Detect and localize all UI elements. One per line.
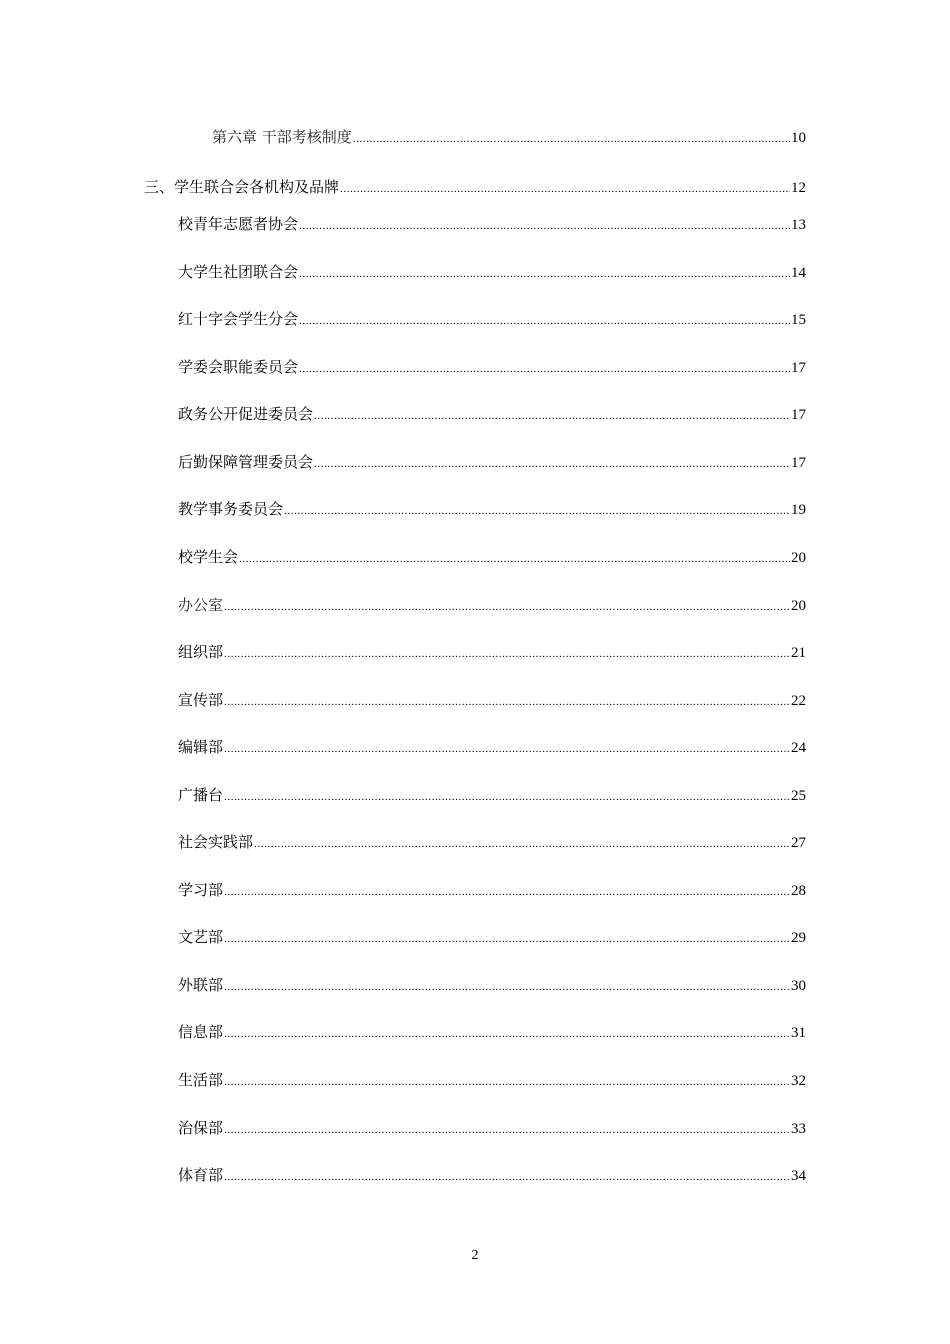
toc-dot-leader [314, 453, 790, 475]
toc-entry-title: 编辑部 [178, 738, 224, 756]
toc-dot-leader [299, 263, 790, 285]
toc-entry-page: 34 [791, 1168, 806, 1184]
toc-dot-leader [254, 833, 790, 855]
toc-dot-leader [224, 691, 790, 713]
toc-entry-page: 31 [791, 1025, 806, 1041]
toc-entry-red-cross-student-branch[interactable] [178, 308, 806, 330]
toc-entry-page: 14 [791, 265, 806, 281]
toc-entry-title: 社会实践部 [178, 833, 254, 851]
toc-entry-page: 19 [791, 502, 806, 518]
toc-entry-title: 广播台 [178, 786, 224, 804]
toc-entry-title: 生活部 [178, 1071, 224, 1089]
toc-entry-page: 33 [791, 1121, 806, 1137]
toc-dot-leader [224, 1023, 790, 1045]
toc-entry-title: 校青年志愿者协会 [178, 215, 299, 233]
toc-dot-leader [340, 178, 790, 200]
toc-entry-title: 政务公开促进委员会 [178, 405, 314, 423]
toc-dot-leader [299, 358, 790, 380]
toc-entry-page: 15 [791, 312, 806, 328]
toc-entry-title: 后勤保障管理委员会 [178, 453, 314, 471]
toc-dot-leader [353, 128, 790, 150]
toc-dot-leader [224, 643, 790, 665]
toc-entry-title: 宣传部 [178, 691, 224, 709]
toc-entry-social-practice-dept[interactable] [178, 831, 806, 853]
toc-entry-chapter-6[interactable] [212, 126, 806, 148]
toc-entry-title: 教学事务委员会 [178, 500, 284, 518]
toc-entry-teaching-affairs-committee[interactable] [178, 498, 806, 520]
toc-entry-information-dept[interactable] [178, 1021, 806, 1043]
toc-entry-page: 20 [791, 598, 806, 614]
toc-entry-title: 办公室 [178, 596, 224, 614]
toc-entry-title: 大学生社团联合会 [178, 263, 299, 281]
toc-entry-publicity-dept[interactable] [178, 689, 806, 711]
toc-entry-page: 10 [791, 130, 806, 146]
toc-entry-office[interactable] [178, 594, 806, 616]
toc-entry-student-club-federation[interactable] [178, 261, 806, 283]
toc-dot-leader [239, 548, 790, 570]
page-number: 2 [471, 1248, 479, 1263]
toc-entry-section-3[interactable] [144, 176, 806, 198]
toc-entry-page: 17 [791, 360, 806, 376]
toc-entry-sports-dept[interactable] [178, 1164, 806, 1186]
toc-dot-leader [224, 596, 790, 618]
toc-entry-page: 24 [791, 740, 806, 756]
toc-entry-academic-functional-committee[interactable] [178, 356, 806, 378]
toc-dot-leader [224, 928, 790, 950]
toc-entry-arts-dept[interactable] [178, 926, 806, 948]
toc-entry-page: 28 [791, 883, 806, 899]
toc-entry-title: 体育部 [178, 1166, 224, 1184]
toc-entry-title: 三、学生联合会各机构及品牌 [144, 178, 340, 196]
toc-dot-leader [224, 976, 790, 998]
toc-entry-title: 文艺部 [178, 928, 224, 946]
toc-dot-leader [299, 215, 790, 237]
toc-dot-leader [224, 786, 790, 808]
toc-dot-leader [224, 1119, 790, 1141]
toc-entry-security-dept[interactable] [178, 1117, 806, 1139]
toc-entry-title: 第六章 干部考核制度 [212, 128, 352, 146]
toc-entry-page: 20 [791, 550, 806, 566]
toc-dot-leader [224, 1071, 790, 1093]
toc-entry-page: 27 [791, 835, 806, 851]
toc-entry-page: 32 [791, 1073, 806, 1089]
toc-entry-organization-dept[interactable] [178, 641, 806, 663]
toc-entry-title: 学委会职能委员会 [178, 358, 299, 376]
toc-entry-broadcast-station[interactable] [178, 784, 806, 806]
toc-entry-title: 信息部 [178, 1023, 224, 1041]
toc-dot-leader [314, 405, 790, 427]
toc-entry-page: 22 [791, 693, 806, 709]
toc-entry-external-relations-dept[interactable] [178, 974, 806, 996]
toc-entry-youth-volunteer-association[interactable] [178, 213, 806, 235]
toc-entry-title: 外联部 [178, 976, 224, 994]
toc-entry-page: 25 [791, 788, 806, 804]
toc-entry-page: 30 [791, 978, 806, 994]
toc-entry-life-dept[interactable] [178, 1069, 806, 1091]
toc-dot-leader [224, 881, 790, 903]
toc-entry-title: 学习部 [178, 881, 224, 899]
toc-entry-page: 12 [791, 180, 806, 196]
toc-entry-student-union[interactable] [178, 546, 806, 568]
toc-entry-title: 校学生会 [178, 548, 239, 566]
toc-dot-leader [299, 310, 790, 332]
toc-dot-leader [224, 738, 790, 760]
toc-entry-title: 红十字会学生分会 [178, 310, 299, 328]
toc-entry-transparency-committee[interactable] [178, 403, 806, 425]
toc-entry-page: 17 [791, 455, 806, 471]
toc-entry-logistics-committee[interactable] [178, 451, 806, 473]
toc-entry-title: 治保部 [178, 1119, 224, 1137]
toc-entry-title: 组织部 [178, 643, 224, 661]
toc-entry-editorial-dept[interactable] [178, 736, 806, 758]
toc-entry-page: 13 [791, 217, 806, 233]
toc-dot-leader [284, 500, 790, 522]
toc-entry-page: 29 [791, 930, 806, 946]
toc-entry-study-dept[interactable] [178, 879, 806, 901]
toc-dot-leader [224, 1166, 790, 1188]
toc-entry-page: 17 [791, 407, 806, 423]
toc-entry-page: 21 [791, 645, 806, 661]
